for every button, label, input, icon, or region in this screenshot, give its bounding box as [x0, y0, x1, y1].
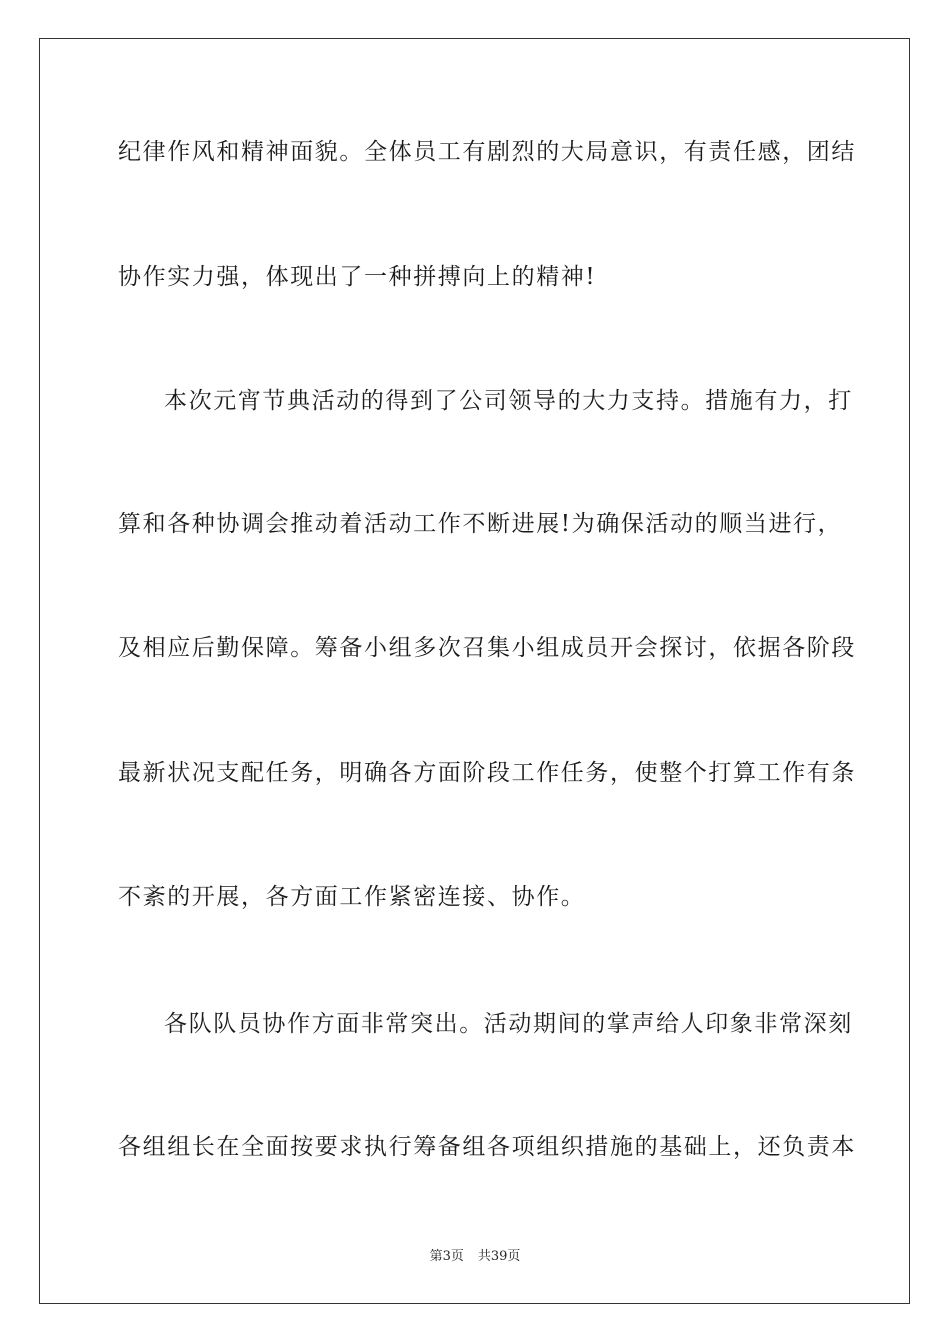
- body-text-line: 算和各种协调会推动着活动工作不断进展!为确保活动的顺当进行，: [118, 511, 843, 537]
- body-text-line: 各组组长在全面按要求执行筹备组各项组织措施的基础上，还负责本: [118, 1134, 856, 1160]
- body-text-line: 协作实力强，体现出了一种拼搏向上的精神!: [118, 264, 597, 290]
- body-text-line: 不紊的开展，各方面工作紧密连接、协作。: [118, 884, 586, 910]
- page-border: [39, 38, 910, 1304]
- page-total: 共39页: [477, 1249, 521, 1264]
- page-footer: [0, 1248, 950, 1266]
- body-text-line: 及相应后勤保障。筹备小组多次召集小组成员开会探讨，依据各阶段: [118, 635, 856, 661]
- paragraph-first-line: 本次元宵节典活动的得到了公司领导的大力支持。措施有力，打: [164, 388, 853, 414]
- body-text-line: 纪律作风和精神面貌。全体员工有剧烈的大局意识，有责任感，团结: [118, 139, 856, 165]
- body-text-line: 最新状况支配任务，明确各方面阶段工作任务，使整个打算工作有条: [118, 760, 856, 786]
- page-number: 第3页: [429, 1249, 464, 1264]
- paragraph-first-line: 各队队员协作方面非常突出。活动期间的掌声给人印象非常深刻: [164, 1011, 853, 1037]
